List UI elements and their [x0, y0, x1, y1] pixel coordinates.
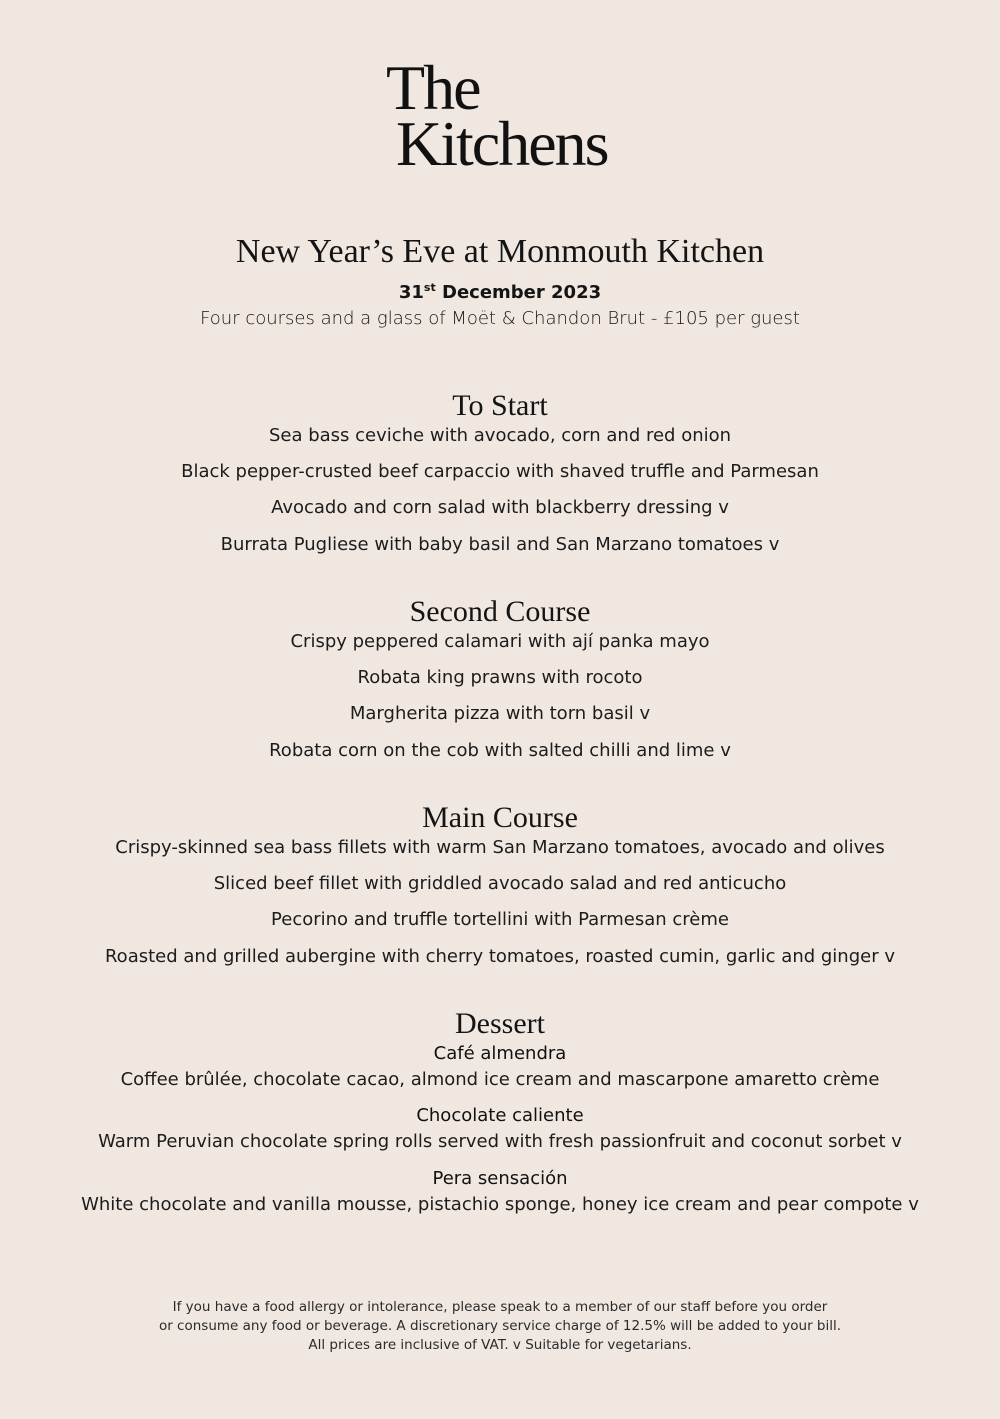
dessert-description: Coffee brûlée, chocolate cacao, almond ice cream and mascarpone amaretto crème	[120, 1069, 880, 1090]
footer-notice	[0, 1298, 1000, 1355]
menu-item: Pecorino and truffle tortellini with Parmesan crème	[271, 909, 729, 930]
menu-item: Sea bass ceviche with avocado, corn and red onion	[268, 425, 732, 446]
event-date-rest: December 2023	[435, 282, 602, 303]
menu-item: Robata king prawns with rocoto	[357, 667, 643, 688]
footer-line: If you have a food allergy or intolerance, please speak to a member of our staff before you order	[172, 1299, 828, 1315]
dessert-description: White chocolate and vanilla mousse, pistachio sponge, honey ice cream and pear compote v	[81, 1194, 919, 1215]
menu-item: Crispy-skinned sea bass fillets with warm San Marzano tomatoes, avocado and olives	[115, 837, 885, 858]
menu-item: Burrata Pugliese with baby basil and San Marzano tomatoes v	[220, 534, 780, 555]
event-date	[0, 281, 1000, 305]
event-title: New Year’s Eve at Monmouth Kitchen	[235, 233, 765, 270]
footer-line: All prices are inclusive of VAT. v Suitable for vegetarians.	[308, 1337, 692, 1353]
event-date-day: 31	[398, 282, 424, 303]
menu-item: Robata corn on the cob with salted chilli and lime v	[269, 740, 731, 761]
logo	[386, 52, 608, 179]
dessert-name: Café almendra	[433, 1043, 567, 1064]
menu-item: Sliced beef fillet with griddled avocado salad and red anticucho	[213, 873, 787, 894]
menu-item: Avocado and corn salad with blackberry dressing v	[271, 497, 729, 518]
menu-item: Roasted and grilled aubergine with cherry tomatoes, roasted cumin, garlic and ginger v	[104, 946, 895, 967]
logo-line-2: Kitchens	[396, 108, 608, 179]
section-title-main-course: Main Course	[422, 801, 578, 834]
dessert-description: Warm Peruvian chocolate spring rolls served with fresh passionfruit and coconut sorbet v	[98, 1131, 902, 1152]
dessert-name: Chocolate caliente	[416, 1105, 584, 1126]
menu-item: Black pepper-crusted beef carpaccio with shaved truffle and Parmesan	[181, 461, 819, 482]
dessert-name: Pera sensación	[432, 1168, 568, 1189]
logo-line-1: The	[386, 52, 480, 123]
section-title-second-course: Second Course	[409, 595, 591, 628]
section-title-to-start: To Start	[452, 389, 548, 422]
footer-line: or consume any food or beverage. A discretionary service charge of 12.5% will be added to your bill.	[158, 1318, 842, 1334]
event-date-suffix: st	[423, 281, 436, 294]
menu-item: Margherita pizza with torn basil v	[349, 703, 651, 724]
section-title-dessert: Dessert	[455, 1007, 545, 1040]
menu-item: Crispy peppered calamari with ají panka mayo	[290, 631, 710, 652]
event-offer: Four courses and a glass of Moët & Chandon Brut - £105 per guest	[200, 308, 800, 329]
